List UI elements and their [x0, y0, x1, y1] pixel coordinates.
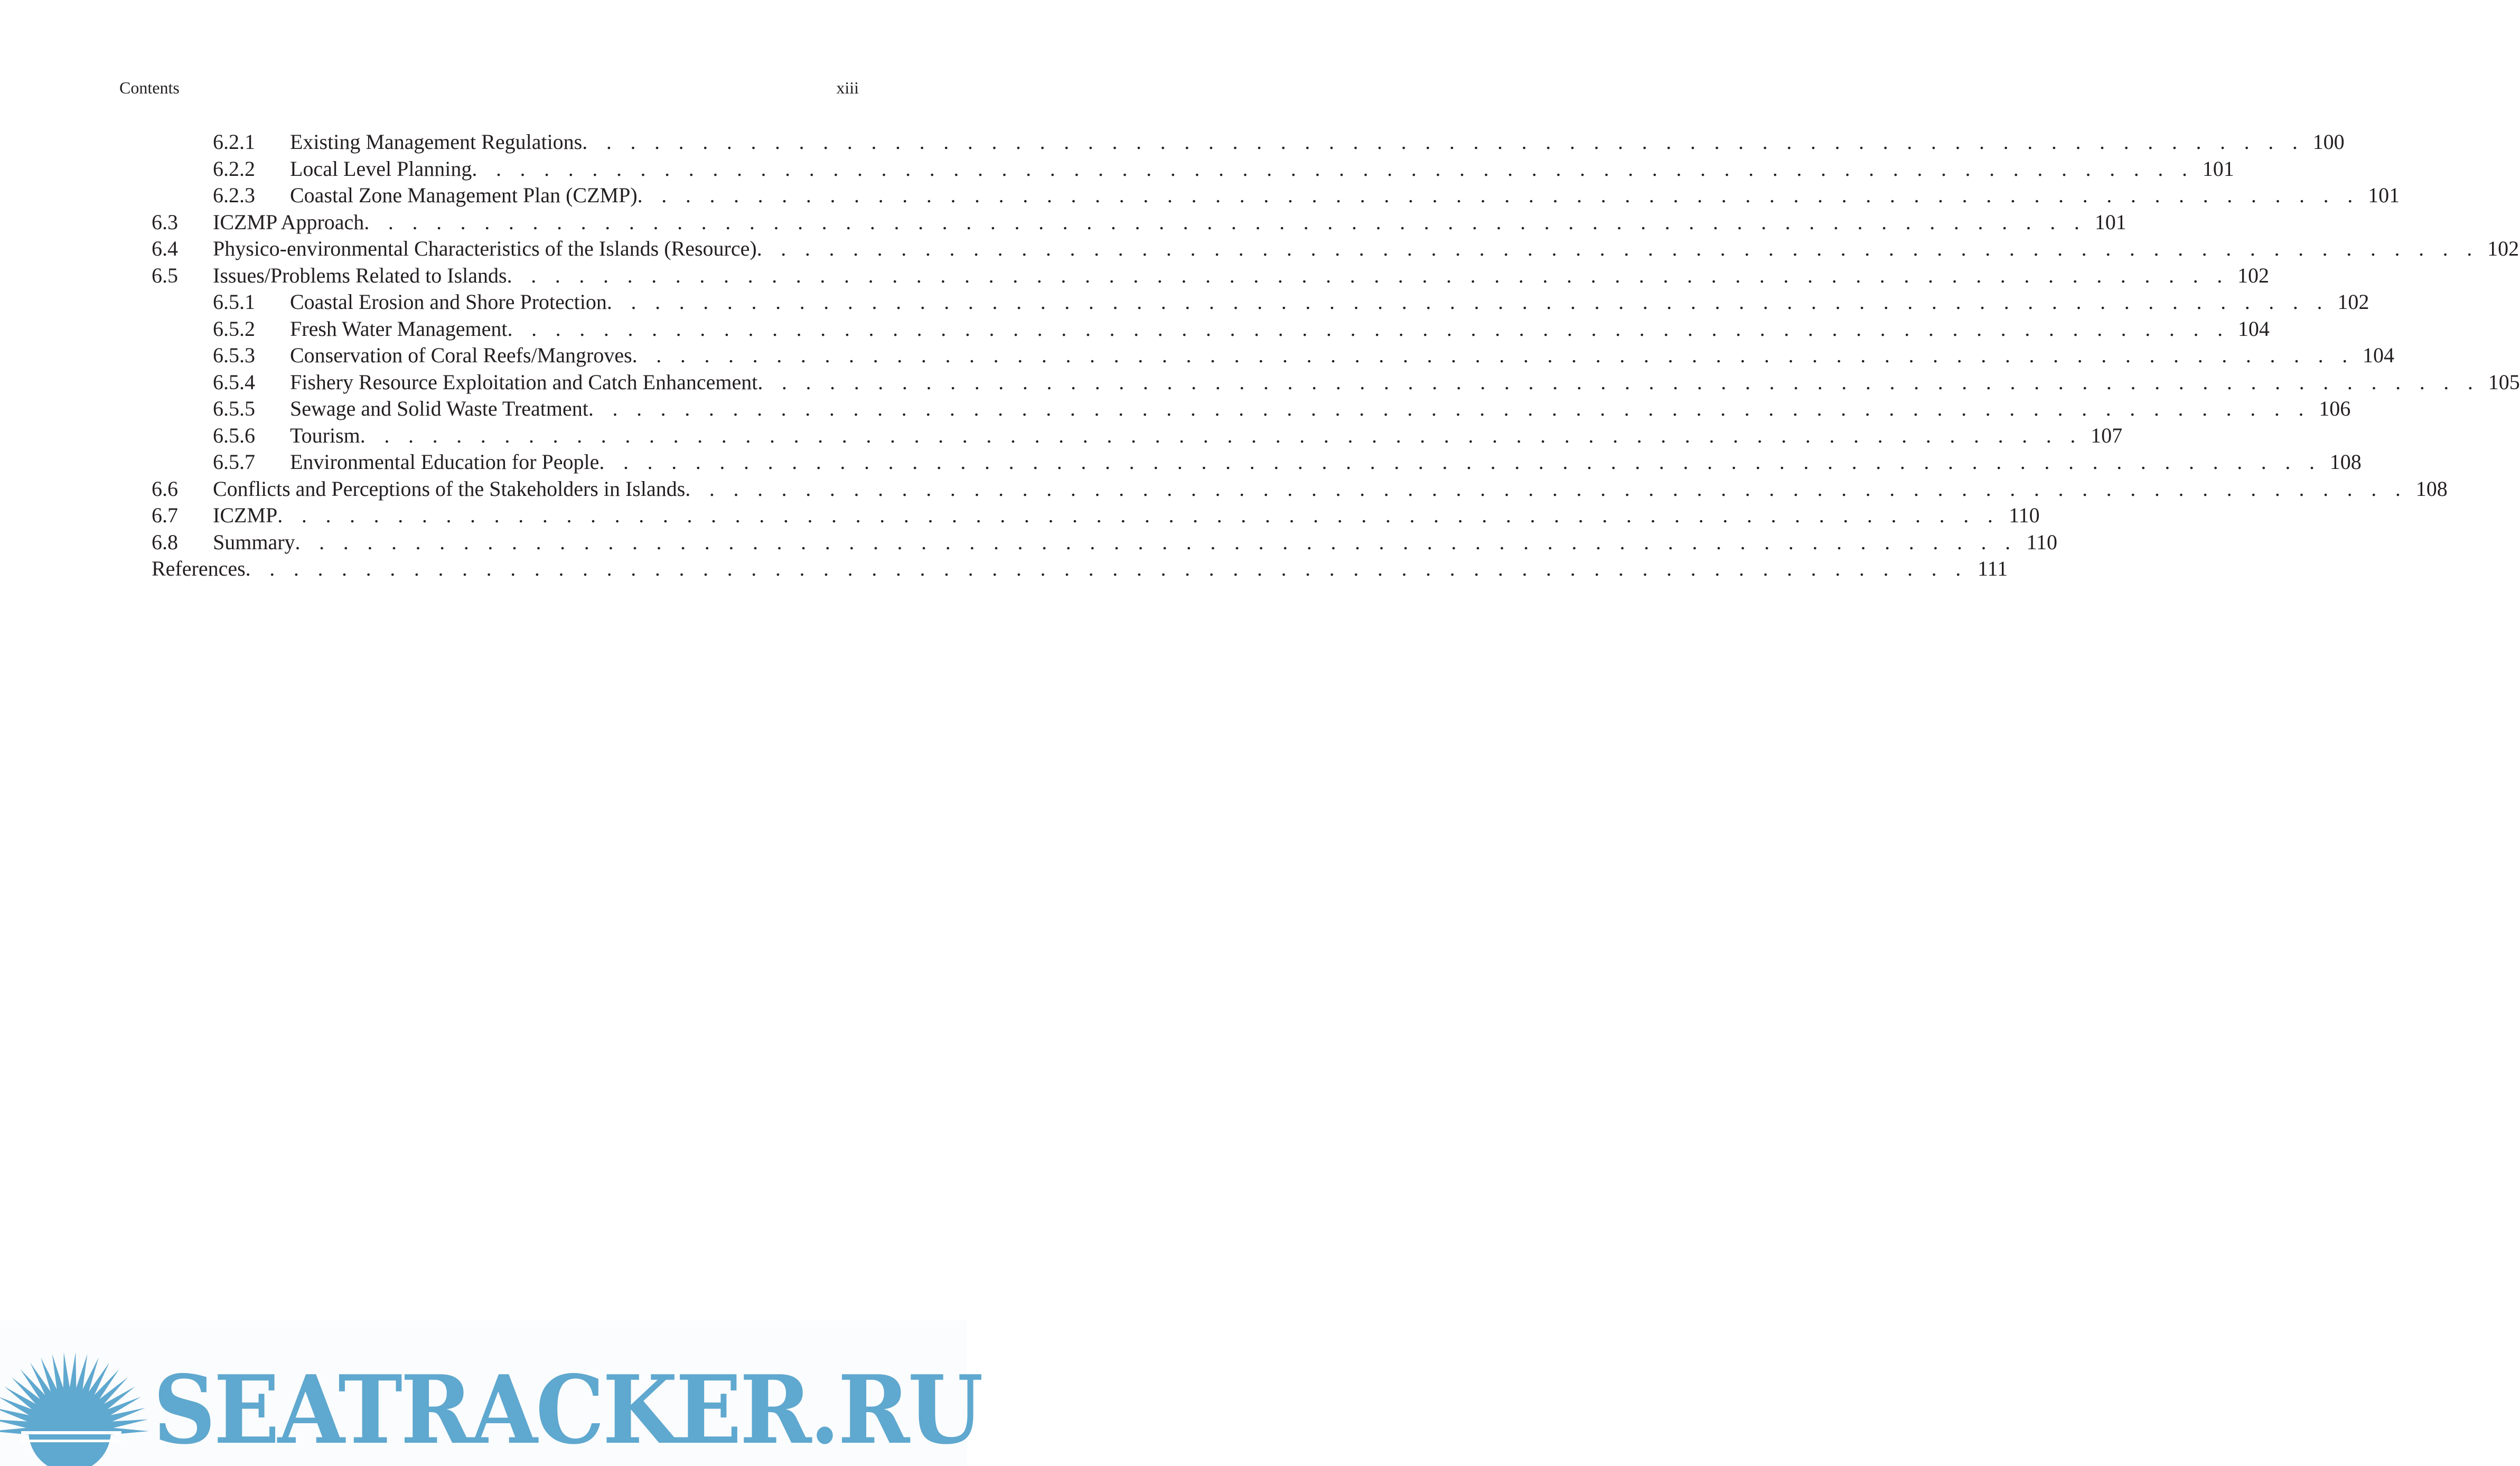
toc-entry-page: 101: [2202, 156, 2234, 181]
toc-entry-page: 101: [2094, 210, 2126, 234]
toc-entry-title: Coastal Erosion and Shore Protection: [290, 290, 607, 314]
dot-leader: [364, 209, 2086, 236]
toc-entry-page: 107: [2091, 423, 2123, 447]
toc-entry-number: 6.5.4: [213, 370, 255, 394]
toc-entry-page: 110: [2026, 530, 2057, 554]
toc-entry-title: Sewage and Solid Waste Treatment: [290, 397, 588, 420]
toc-entry-page: 108: [2415, 476, 2448, 501]
toc-entry[interactable]: [152, 529, 2057, 556]
toc-entry[interactable]: [152, 556, 2008, 582]
running-head-section: Contents: [119, 78, 180, 97]
toc-entry-number: 6.2.1: [213, 130, 255, 154]
toc-entry[interactable]: [152, 449, 2362, 476]
toc-entry[interactable]: [152, 369, 2520, 396]
dot-leader: [685, 476, 2407, 503]
toc-entry-page: 105: [2488, 370, 2520, 394]
toc-entry-page: 100: [2312, 130, 2345, 154]
toc-entry-number: 6.5.5: [213, 397, 255, 420]
toc-entry[interactable]: [152, 342, 2395, 369]
toc-entry-number: 6.5: [152, 263, 178, 287]
toc-entry-page: 110: [2009, 503, 2040, 527]
toc-entry-title: References: [152, 557, 246, 580]
toc-entry-title: Summary: [213, 530, 295, 554]
toc-entry[interactable]: [152, 422, 2123, 449]
dot-leader: [246, 556, 1968, 582]
toc-entry-number: 6.5.2: [213, 316, 255, 341]
toc-entry-title: ICZMP: [213, 503, 278, 527]
sun-logo-icon: [0, 1338, 148, 1466]
toc-entry-number: 6.8: [152, 530, 178, 554]
dot-leader: [588, 396, 2310, 422]
dot-leader: [757, 236, 2479, 262]
toc-entry-title: Physico-environmental Characteristics of the Islands (Resource): [213, 237, 757, 260]
dot-leader: [638, 182, 2359, 209]
dot-leader: [599, 449, 2321, 476]
toc-entry-page: 104: [2237, 316, 2270, 341]
toc-entry-number: 6.6: [152, 476, 178, 501]
toc-entry-page: 108: [2329, 450, 2362, 474]
toc-entry-title: Fishery Resource Exploitation and Catch Enhancement: [290, 370, 758, 394]
dot-leader: [360, 422, 2082, 449]
running-head: [119, 77, 859, 98]
toc-entry-title: ICZMP Approach: [213, 210, 364, 234]
toc-entry-number: 6.3: [152, 210, 178, 234]
toc-entry-title: Coastal Zone Management Plan (CZMP): [290, 183, 638, 207]
dot-leader: [295, 529, 2017, 556]
toc-entry-page: 102: [2237, 263, 2270, 287]
watermark-text: SEATRACKER.RU: [153, 1355, 981, 1465]
toc-entry-title: Issues/Problems Related to Islands: [213, 263, 507, 287]
toc-entry[interactable]: [152, 289, 2369, 316]
toc-entry-page: 102: [2337, 290, 2369, 314]
dot-leader: [277, 502, 1999, 529]
toc-entry-title: Existing Management Regulations: [290, 130, 583, 154]
sun-ray: [110, 1420, 148, 1429]
toc-entry-number: 6.2.3: [213, 183, 255, 207]
toc-entry-number: 6.7: [152, 503, 178, 527]
dot-leader: [607, 289, 2329, 316]
toc-entry-number: 6.5.6: [213, 423, 255, 447]
dot-leader: [757, 369, 2479, 396]
dot-leader: [632, 342, 2354, 369]
toc-entry-page: 102: [2487, 237, 2519, 260]
dot-leader: [507, 262, 2229, 289]
watermark: [0, 1320, 981, 1466]
toc-entry[interactable]: [152, 129, 2345, 156]
toc-entry-page: 104: [2363, 343, 2395, 367]
toc-entry-title: Environmental Education for People: [290, 450, 599, 474]
toc-entry-title: Conflicts and Perceptions of the Stakeholders in Islands: [213, 476, 686, 501]
toc-entry[interactable]: [152, 396, 2351, 422]
toc-entry-number: 6.5.3: [213, 343, 255, 367]
table-of-contents: [152, 129, 2520, 582]
toc-entry[interactable]: [152, 182, 2400, 209]
sun-ray: [63, 1352, 70, 1390]
toc-entry-number: 6.4: [152, 237, 178, 260]
toc-entry-number: 6.5.7: [213, 450, 255, 474]
toc-entry[interactable]: [152, 209, 2126, 236]
toc-entry-title: Conservation of Coral Reefs/Mangroves: [290, 343, 632, 367]
toc-entry-number: 6.2.2: [213, 156, 255, 181]
sun-ray: [69, 1352, 76, 1390]
toc-entry[interactable]: [152, 476, 2448, 503]
toc-entry-page: 111: [1978, 557, 2008, 580]
toc-entry-title: Tourism: [290, 423, 360, 447]
toc-entry[interactable]: [152, 316, 2270, 343]
toc-entry-title: Fresh Water Management: [290, 316, 508, 341]
toc-entry[interactable]: [152, 262, 2270, 289]
toc-entry[interactable]: [152, 236, 2519, 262]
dot-leader: [472, 156, 2194, 183]
toc-entry-page: 101: [2368, 183, 2400, 207]
dot-leader: [582, 129, 2304, 156]
page-number: xiii: [836, 78, 859, 97]
toc-entry-title: Local Level Planning: [290, 156, 472, 181]
toc-entry[interactable]: [152, 502, 2040, 529]
toc-entry-number: 6.5.1: [213, 290, 255, 314]
dot-leader: [507, 316, 2229, 343]
toc-entry-page: 106: [2319, 397, 2351, 420]
sun-ray: [0, 1420, 30, 1429]
toc-entry[interactable]: [152, 156, 2234, 183]
